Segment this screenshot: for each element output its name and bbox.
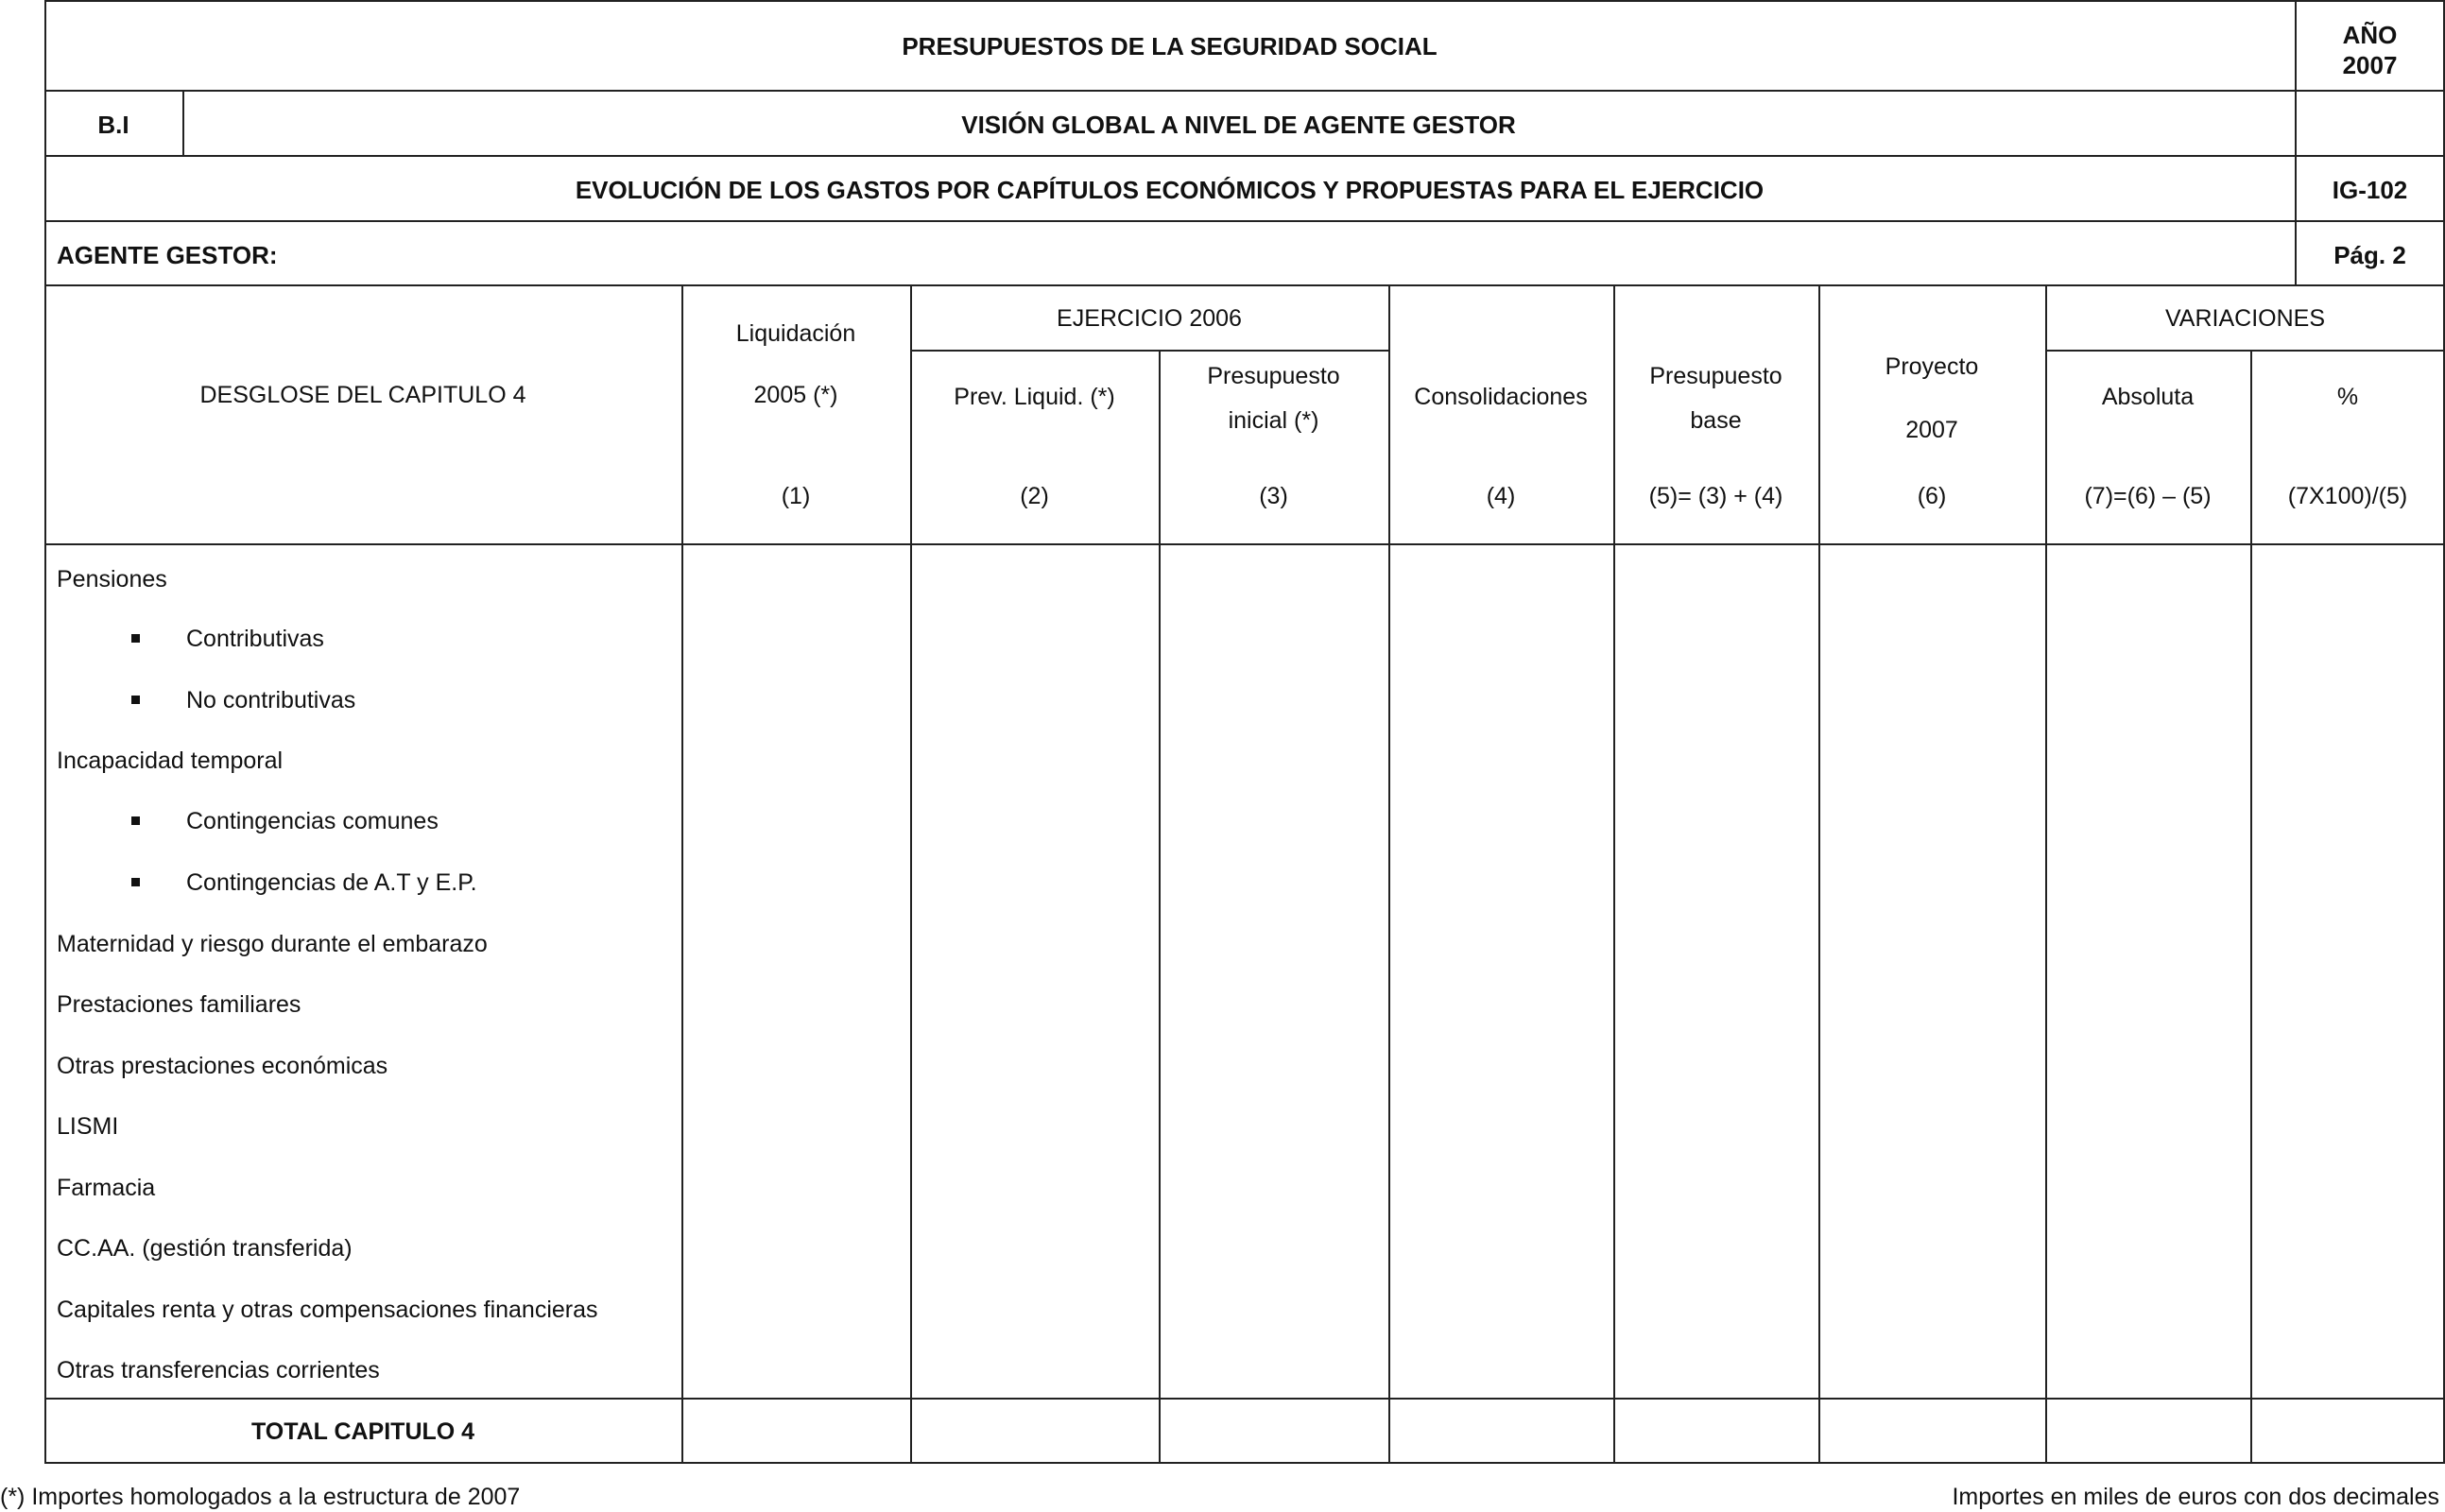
year-label: AÑO	[2342, 21, 2398, 49]
form-code: IG-102	[2332, 176, 2408, 204]
footer-units: Importes en miles de euros con dos decimales	[1952, 1484, 2439, 1510]
section-code: B.I	[97, 111, 129, 139]
rule-header-1	[44, 90, 2445, 92]
row-label: No contributivas	[186, 687, 356, 713]
col-divider-7	[2045, 284, 2047, 1464]
header-consolidaciones: Consolidaciones	[1414, 384, 1588, 410]
header-liquidacion-num: (1)	[781, 483, 811, 509]
bullet-icon	[131, 634, 140, 643]
col-divider-3	[1159, 350, 1161, 1464]
header-presupuesto-base-l1: Presupuesto	[1649, 363, 1782, 389]
rule-subheader-ejercicio	[910, 350, 1388, 352]
header-percent-num: (7X100)/(5)	[2287, 483, 2408, 509]
header-absoluta-num: (7)=(6) – (5)	[2084, 483, 2212, 509]
bullet-icon	[131, 696, 140, 704]
col-divider-2	[910, 284, 912, 1464]
agent-label: AGENTE GESTOR:	[57, 241, 278, 269]
header-variaciones: VARIACIONES	[2164, 305, 2326, 332]
footer-note: (*) Importes homologados a la estructura de 2007	[0, 1484, 521, 1510]
row-label: LISMI	[57, 1113, 119, 1140]
bullet-icon	[131, 878, 140, 886]
header-prev-liquid-num: (2)	[1020, 483, 1049, 509]
rule-header-4	[44, 284, 2445, 286]
row-label: Pensiones	[57, 566, 167, 593]
section-title: VISIÓN GLOBAL A NIVEL DE AGENTE GESTOR	[961, 111, 1516, 139]
header-absoluta: Absoluta	[2101, 384, 2195, 410]
header-proyecto-l1: Proyecto	[1885, 353, 1979, 380]
rule-total-top	[44, 1398, 2445, 1400]
header-liquidacion-l2: 2005 (*)	[753, 382, 838, 408]
year-value: 2007	[2342, 51, 2398, 79]
rule-subheader-variaciones	[2045, 350, 2445, 352]
row-label: Prestaciones familiares	[57, 991, 301, 1018]
header-proyecto-num: (6)	[1917, 483, 1947, 509]
row-label: Contributivas	[186, 626, 324, 652]
row-label: Incapacidad temporal	[57, 747, 284, 774]
header-proyecto-l2: 2007	[1905, 417, 1958, 443]
col-divider-1	[681, 284, 683, 1464]
header-percent: %	[2336, 384, 2359, 410]
rule-header-2	[44, 155, 2445, 157]
page-number: Pág. 2	[2333, 241, 2406, 269]
form-title: PRESUPUESTOS DE LA SEGURIDAD SOCIAL	[902, 32, 1438, 60]
header-consolidaciones-num: (4)	[1486, 483, 1516, 509]
row-label: Contingencias de A.T y E.P.	[186, 869, 477, 896]
col-divider-4	[1388, 284, 1390, 1464]
row-label: Maternidad y riesgo durante el embarazo	[57, 931, 488, 957]
header-presupuesto-base-num: (5)= (3) + (4)	[1648, 483, 1783, 509]
row-label: Farmacia	[57, 1175, 156, 1201]
col-divider-6	[1818, 284, 1820, 1464]
header-desglose: DESGLOSE DEL CAPITULO 4	[199, 382, 526, 408]
col-divider-8	[2250, 350, 2252, 1464]
header-presupuesto-inicial-l2: inicial (*)	[1228, 407, 1319, 434]
header-prev-liquid: Prev. Liquid. (*)	[954, 384, 1115, 410]
col-divider-5	[1613, 284, 1615, 1464]
rule-column-header-bottom	[44, 543, 2445, 545]
report-title: EVOLUCIÓN DE LOS GASTOS POR CAPÍTULOS ECONÓMICOS Y PROPUESTAS PARA EL EJERCICIO	[575, 176, 1765, 204]
header-ejercicio-2006: EJERCICIO 2006	[1057, 305, 1242, 332]
total-row-label: TOTAL CAPITULO 4	[250, 1418, 475, 1445]
row-label: CC.AA. (gestión transferida)	[57, 1235, 353, 1262]
header-presupuesto-base-l2: base	[1690, 407, 1742, 434]
header-presupuesto-inicial-l1: Presupuesto	[1207, 363, 1340, 389]
row-label: Otras transferencias corrientes	[57, 1357, 380, 1383]
bullet-icon	[131, 816, 140, 825]
row-label: Capitales renta y otras compensaciones financieras	[57, 1297, 598, 1323]
rule-header-3	[44, 220, 2445, 222]
row-label: Contingencias comunes	[186, 808, 439, 834]
header-presupuesto-inicial-num: (3)	[1259, 483, 1288, 509]
row-label: Otras prestaciones económicas	[57, 1053, 388, 1079]
header-liquidacion-l1: Liquidación	[735, 320, 856, 347]
